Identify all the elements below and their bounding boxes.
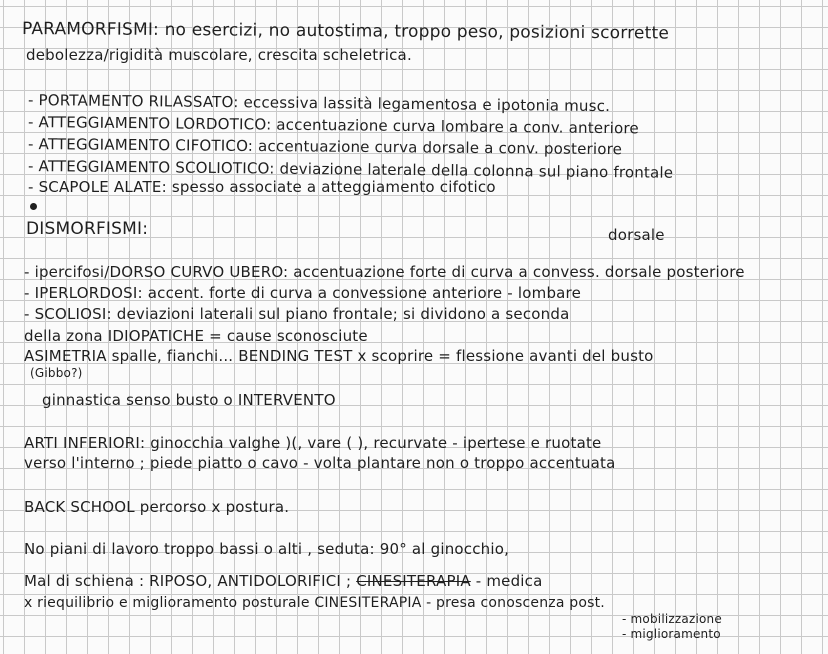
note-line: - SCOLIOSI: deviazioni laterali sul piano frontale; si dividono a seconda: [24, 305, 570, 323]
note-line: ASIMETRIA spalle, fianchi... BENDING TEST x scoprire = flessione avanti del busto: [24, 347, 654, 365]
note-line: - ATTEGGIAMENTO LORDOTICO: accentuazione curva lombare a conv. anteriore: [27, 113, 639, 138]
note-line: x riequilibrio e miglioramento posturale CINESITERAPIA - presa conoscenza post.: [24, 595, 605, 611]
note-line: - miglioramento: [622, 627, 721, 641]
note-text: - medica: [475, 572, 543, 590]
note-line: - ATTEGGIAMENTO SCOLIOTICO: deviazione laterale della colonna sul piano frontale: [27, 157, 674, 182]
note-line: - PORTAMENTO RILASSATO: eccessiva lassità legamentosa e ipotonia musc.: [27, 91, 611, 116]
note-line: No piani di lavoro troppo bassi o alti , seduta: 90° al ginocchio,: [24, 540, 510, 558]
note-line: [24, 263, 745, 281]
note-text: - ipercifosi/DORSO CURVO UBERO: accentuazione forte di curva a convess. dorsale posteriore: [24, 263, 745, 281]
margin-note: dorsale: [608, 226, 665, 244]
note-line: - IPERLORDOSI: accent. forte di curva a convessione anteriore - lombare: [24, 284, 582, 302]
bullet-dot: [30, 203, 37, 210]
note-line: ARTI INFERIORI: ginocchia valghe )(, vare ( ), recurvate - ipertese e ruotate: [24, 434, 602, 452]
note-line: - mobilizzazione: [622, 612, 722, 626]
note-line: ginnastica senso busto o INTERVENTO: [42, 391, 336, 409]
note-line: - ATTEGGIAMENTO CIFOTICO: accentuazione curva dorsale a conv. posteriore: [27, 135, 623, 159]
note-line: BACK SCHOOL percorso x postura.: [24, 498, 290, 516]
note-line: [24, 572, 543, 590]
note-line: debolezza/rigidità muscolare, crescita scheletrica.: [26, 46, 412, 64]
note-line: verso l'interno ; piede piatto o cavo - volta plantare non o troppo accentuata: [24, 454, 616, 472]
note-text: Mal di schiena : RIPOSO, ANTIDOLORIFICI ;: [24, 572, 352, 590]
heading-dismorfismi: DISMORFISMI:: [26, 219, 149, 239]
note-line: - SCAPOLE ALATE: spesso associate a atteggiamento cifotico: [28, 178, 496, 196]
note-line: della zona IDIOPATICHE = cause sconosciute: [24, 327, 368, 345]
struck-text: CINESITERAPIA: [356, 572, 471, 590]
margin-note: (Gibbo?): [30, 366, 83, 380]
heading-paramorfismi: PARAMORFISMI: no esercizi, no autostima, troppo peso, posizioni scorrette: [21, 19, 670, 44]
